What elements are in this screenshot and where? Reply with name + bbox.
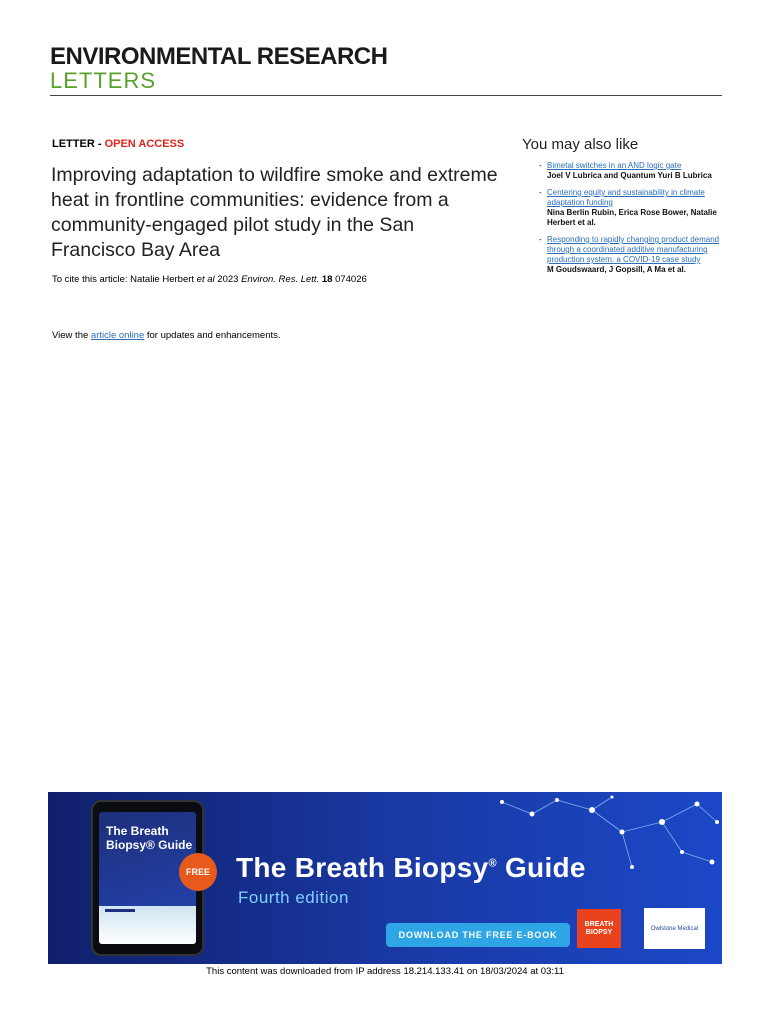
download-ebook-button[interactable]: DOWNLOAD THE FREE E-BOOK [386,923,570,947]
journal-masthead [50,44,722,96]
article-online-link[interactable]: article online [90,330,145,341]
article-type [52,138,184,150]
article-type-separator: - [94,138,105,150]
banner-edition: Fourth edition [238,888,349,907]
journal-name-line1: ENVIRONMENTAL RESEARCH [50,43,388,70]
related-article-link[interactable]: Responding to rapidly changing product demand through a coordinated additive manufacturing production system: a COVID-19 case study [547,235,720,264]
related-article-authors: M Goudswaard, J Gopsill, A Ma et al. [547,265,686,274]
registered-mark: ® [488,857,497,870]
journal-name-line2: LETTERS [50,68,157,93]
free-badge: FREE [179,853,217,891]
breath-biopsy-logo: BREATH BIOPSY [577,909,621,948]
article-title: Improving adaptation to wildfire smoke and extreme heat in frontline communities: evidence from a community-engaged pilot study in the San Francisco Bay Area [51,164,498,261]
banner-title-text: The Breath Biopsy [236,852,489,883]
view-online [52,330,502,341]
cite-etal: et al [196,274,215,285]
open-access-label: OPEN ACCESS [104,138,185,150]
banner-title-end: Guide [496,852,586,883]
related-article-authors: Nina Berlin Rubin, Erica Rose Bower, Natalie Herbert et al. [547,208,717,227]
view-prefix: View the [52,330,91,341]
view-suffix: for updates and enhancements. [144,330,281,341]
article-type-label: LETTER [52,138,95,150]
related-article-link[interactable]: Bimetal switches in an AND logic gate [547,161,682,170]
related-article: - Centering equity and sustainability in climate adaptation funding Nina Berlin Rubin, Erica Rose Bower, Natalie Herbert et al. [522,188,722,228]
citation [52,274,502,285]
cite-prefix: To cite this article: Natalie Herbert [52,274,197,285]
tablet-cover-photo [99,906,196,944]
related-article: - Bimetal switches in an AND logic gate Joel V Lubrica and Quantum Yuri B Lubrica [522,161,722,181]
related-article: - Responding to rapidly changing product demand through a coordinated additive manufacturing production system: a COVID-19 case study M Goudswaard, J Gopsill, A Ma et al. [522,235,722,275]
tablet-cover-title: The Breath Biopsy® Guide [106,824,193,852]
banner-title [236,852,586,884]
related-article-authors: Joel V Lubrica and Quantum Yuri B Lubrica [547,171,712,180]
also-like-heading: You may also like [522,136,639,153]
owlstone-medical-logo: Owlstone Medical [644,908,705,949]
cite-volume: 18 [321,274,333,285]
related-article-link[interactable]: Centering equity and sustainability in climate adaptation funding [547,188,705,207]
you-may-also-like [522,136,722,282]
download-footer: This content was downloaded from IP address 18.214.133.41 on 18/03/2024 at 03:11 [206,966,564,977]
cite-year: 2023 [214,274,242,285]
cite-journal: Environ. Res. Lett. [241,274,320,285]
cite-number: 074026 [332,274,367,285]
advertisement-banner[interactable] [48,792,722,964]
